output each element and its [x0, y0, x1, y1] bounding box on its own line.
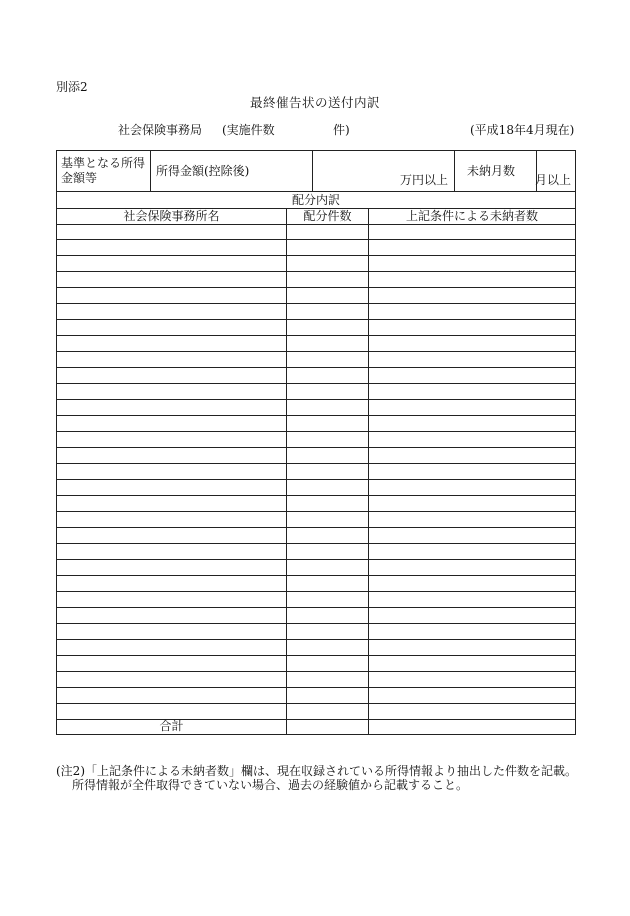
months-label-cell	[455, 151, 537, 191]
office-cell[interactable]	[57, 656, 287, 671]
allocated-count-cell[interactable]	[287, 480, 369, 495]
allocated-count-cell[interactable]	[287, 432, 369, 447]
table-row	[57, 240, 575, 256]
office-label: 社会保険事務局	[118, 123, 203, 137]
allocated-count-cell[interactable]	[287, 576, 369, 591]
column-headers	[57, 208, 575, 225]
allocated-count-cell[interactable]	[287, 592, 369, 607]
unpaid-count-cell[interactable]	[369, 384, 575, 399]
office-cell[interactable]	[57, 432, 287, 447]
income-value-cell[interactable]	[313, 151, 455, 191]
office-cell[interactable]	[57, 240, 287, 255]
table-row	[57, 432, 575, 448]
table-row	[57, 528, 575, 544]
table-row	[57, 688, 575, 704]
office-cell[interactable]	[57, 304, 287, 319]
unpaid-count-cell[interactable]	[369, 624, 575, 639]
column-header-allocated-count: 配分件数	[287, 208, 369, 224]
unpaid-count-cell[interactable]	[369, 496, 575, 511]
unpaid-count-cell[interactable]	[369, 304, 575, 319]
income-unit: 万円以上	[399, 173, 448, 187]
allocated-count-cell[interactable]	[287, 528, 369, 543]
allocated-count-cell[interactable]	[287, 704, 369, 719]
months-unit: 月以上	[534, 173, 571, 187]
income-label-cell	[151, 151, 313, 191]
table-row	[57, 672, 575, 688]
allocated-count-cell[interactable]	[287, 304, 369, 319]
office-cell[interactable]	[57, 528, 287, 543]
office-cell[interactable]	[57, 272, 287, 287]
office-cell[interactable]	[57, 576, 287, 591]
attachment-label: 別添2	[56, 80, 88, 94]
office-cell[interactable]	[57, 640, 287, 655]
months-value-cell[interactable]	[534, 151, 575, 191]
allocated-count-cell[interactable]	[287, 400, 369, 415]
months-label: 未納月数	[467, 164, 516, 178]
office-cell[interactable]	[57, 288, 287, 303]
allocated-count-cell[interactable]	[287, 656, 369, 671]
office-cell[interactable]	[57, 688, 287, 703]
allocated-count-cell[interactable]	[287, 416, 369, 431]
table-row	[57, 416, 575, 432]
table-row	[57, 400, 575, 416]
office-cell[interactable]	[57, 384, 287, 399]
unpaid-count-cell[interactable]	[369, 256, 575, 271]
allocated-count-cell[interactable]	[287, 240, 369, 255]
office-cell[interactable]	[57, 368, 287, 383]
allocation-title: 配分内訳	[57, 192, 575, 209]
unpaid-count-cell[interactable]	[369, 400, 575, 415]
office-cell[interactable]	[57, 608, 287, 623]
allocated-count-cell[interactable]	[287, 512, 369, 527]
criteria-table	[56, 150, 576, 192]
unpaid-count-cell[interactable]	[369, 288, 575, 303]
unpaid-count-cell[interactable]	[369, 448, 575, 463]
allocated-count-cell[interactable]	[287, 496, 369, 511]
unpaid-count-cell[interactable]	[369, 480, 575, 495]
table-rows	[57, 224, 575, 720]
total-unpaid-cell[interactable]	[369, 718, 575, 734]
table-row	[57, 288, 575, 304]
note-line-1: (注2)「上記条件による未納者数」欄は、現在収録されている所得情報より抽出した件数を記載。	[56, 764, 578, 778]
criteria-label: 基準となる所得金額等	[61, 156, 146, 185]
allocation-table	[56, 191, 576, 735]
office-cell[interactable]	[57, 480, 287, 495]
unpaid-count-cell[interactable]	[369, 432, 575, 447]
table-row	[57, 656, 575, 672]
note-line-2: 所得情報が全件取得できていない場合、過去の経験値から記載すること。	[72, 778, 469, 792]
office-cell[interactable]	[57, 320, 287, 335]
allocated-count-cell[interactable]	[287, 640, 369, 655]
unpaid-count-cell[interactable]	[369, 592, 575, 607]
allocated-count-cell[interactable]	[287, 256, 369, 271]
office-cell[interactable]	[57, 256, 287, 271]
unpaid-count-cell[interactable]	[369, 528, 575, 543]
office-cell[interactable]	[57, 448, 287, 463]
table-row	[57, 368, 575, 384]
allocated-count-cell[interactable]	[287, 224, 369, 239]
table-row	[57, 336, 575, 352]
unpaid-count-cell[interactable]	[369, 320, 575, 335]
unpaid-count-cell[interactable]	[369, 272, 575, 287]
as-of-date: (平成18年4月現在)	[470, 123, 575, 137]
document-title: 最終催告状の送付内訳	[249, 95, 380, 110]
office-cell[interactable]	[57, 224, 287, 239]
office-cell[interactable]	[57, 704, 287, 719]
office-cell[interactable]	[57, 544, 287, 559]
unpaid-count-cell[interactable]	[369, 688, 575, 703]
allocated-count-cell[interactable]	[287, 544, 369, 559]
unpaid-count-cell[interactable]	[369, 608, 575, 623]
table-row	[57, 304, 575, 320]
unpaid-count-cell[interactable]	[369, 512, 575, 527]
table-row	[57, 640, 575, 656]
unpaid-count-cell[interactable]	[369, 464, 575, 479]
office-cell[interactable]	[57, 496, 287, 511]
unpaid-count-cell[interactable]	[369, 416, 575, 431]
column-header-unpaid-count: 上記条件による未納者数	[405, 209, 538, 223]
allocated-count-cell[interactable]	[287, 320, 369, 335]
total-label: 合計	[57, 718, 287, 734]
table-row	[57, 224, 575, 240]
table-row	[57, 560, 575, 576]
income-label: 所得金額(控除後)	[156, 164, 250, 178]
office-cell[interactable]	[57, 672, 287, 687]
table-row	[57, 544, 575, 560]
allocated-count-cell[interactable]	[287, 624, 369, 639]
allocated-count-cell[interactable]	[287, 352, 369, 367]
allocated-count-cell[interactable]	[287, 688, 369, 703]
table-row	[57, 608, 575, 624]
allocated-count-cell[interactable]	[287, 288, 369, 303]
unpaid-count-cell[interactable]	[369, 224, 575, 239]
table-row	[57, 320, 575, 336]
unpaid-count-cell[interactable]	[369, 704, 575, 719]
unpaid-count-cell[interactable]	[369, 240, 575, 255]
table-row	[57, 256, 575, 272]
allocated-count-cell[interactable]	[287, 448, 369, 463]
table-row	[57, 512, 575, 528]
unpaid-count-cell[interactable]	[369, 656, 575, 671]
unpaid-count-cell[interactable]	[369, 672, 575, 687]
table-row	[57, 592, 575, 608]
office-cell[interactable]	[57, 560, 287, 575]
allocated-count-cell[interactable]	[287, 608, 369, 623]
unpaid-count-cell[interactable]	[369, 560, 575, 575]
office-cell[interactable]	[57, 352, 287, 367]
allocated-count-cell[interactable]	[287, 672, 369, 687]
table-row	[57, 384, 575, 400]
table-row	[57, 624, 575, 640]
total-row	[57, 718, 575, 734]
total-allocated-cell[interactable]	[287, 718, 369, 734]
office-cell[interactable]	[57, 624, 287, 639]
allocated-count-cell[interactable]	[287, 336, 369, 351]
office-cell[interactable]	[57, 336, 287, 351]
office-cell[interactable]	[57, 592, 287, 607]
implementation-count-label: (実施件数	[222, 123, 275, 137]
table-row	[57, 464, 575, 480]
office-cell[interactable]	[57, 416, 287, 431]
allocated-count-cell[interactable]	[287, 384, 369, 399]
office-cell[interactable]	[57, 400, 287, 415]
table-row	[57, 496, 575, 512]
unpaid-count-cell[interactable]	[369, 336, 575, 351]
office-cell[interactable]	[57, 512, 287, 527]
table-row	[57, 576, 575, 592]
unpaid-count-cell[interactable]	[369, 576, 575, 591]
table-row	[57, 480, 575, 496]
allocated-count-cell[interactable]	[287, 464, 369, 479]
allocated-count-cell[interactable]	[287, 560, 369, 575]
table-row	[57, 352, 575, 368]
implementation-count-unit: 件)	[333, 123, 350, 137]
unpaid-count-cell[interactable]	[369, 352, 575, 367]
criteria-cell	[57, 151, 151, 191]
allocated-count-cell[interactable]	[287, 272, 369, 287]
unpaid-count-cell[interactable]	[369, 544, 575, 559]
unpaid-count-cell[interactable]	[369, 640, 575, 655]
column-header-office: 社会保険事務所名	[57, 208, 287, 224]
office-cell[interactable]	[57, 464, 287, 479]
table-row	[57, 272, 575, 288]
table-row	[57, 448, 575, 464]
allocated-count-cell[interactable]	[287, 368, 369, 383]
unpaid-count-cell[interactable]	[369, 368, 575, 383]
